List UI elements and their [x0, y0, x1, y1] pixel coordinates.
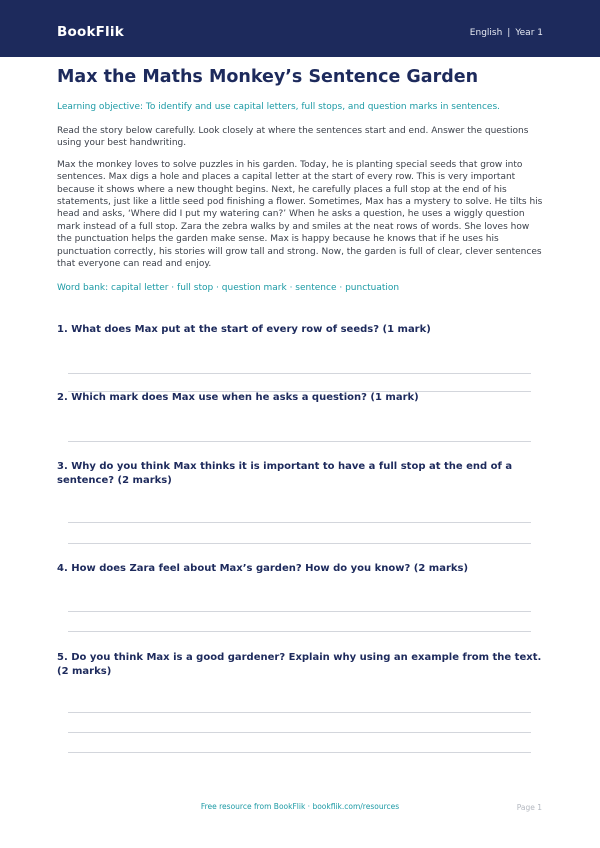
answer-line[interactable]	[68, 441, 531, 442]
brand-logo[interactable]: BookFlik	[57, 24, 124, 40]
story-text: Max the monkey loves to solve puzzles in his garden. Today, he is planting special seeds that grow into sentences. Max digs a hole and places a capital letter at the start of every row. This is very important because it shows where a new thought begins. Next, he carefully places a full stop at the end of his statements, just like a little seed pod finishing a flower. Sometimes, Max has a mystery to solve. He tilts his head and asks, ‘Where did I put my watering can?’ When he asks a question, he uses a wiggly question mark instead of a full stop. Zara the zebra walks by and smiles at the neat rows of words. She loves how the punctuation helps the garden make sense. Max is happy because he knows that if he uses his punctuation correctly, his stories will grow tall and strong. Now, the garden is full of clear, clever sentences that everyone can read and enjoy.	[57, 159, 543, 270]
question-5: 5. Do you think Max is a good gardener? Explain why using an example from the text. (2 marks)	[57, 652, 542, 677]
year-label: Year 1	[515, 28, 543, 38]
answer-line[interactable]	[68, 373, 531, 374]
worksheet-intro	[57, 66, 543, 294]
answer-line[interactable]	[68, 732, 531, 733]
learning-objective: Learning objective: To identify and use capital letters, full stops, and question marks in sentences.	[57, 102, 501, 112]
question-3: 3. Why do you think Max thinks it is important to have a full stop at the end of a sentence? (2 marks)	[57, 461, 513, 486]
answer-line[interactable]	[68, 611, 531, 612]
subject-label: English	[469, 28, 503, 38]
answer-line[interactable]	[68, 543, 531, 544]
instructions: Read the story below carefully. Look closely at where the sentences start and end. Answer the questions using your best handwriting.	[57, 126, 529, 149]
question-2: 2. Which mark does Max use when he asks a question? (1 mark)	[57, 392, 419, 403]
subject-year-label: English | Year 1	[469, 28, 543, 38]
footer-link[interactable]: Free resource from BookFlik · bookflik.com/resources	[200, 802, 400, 811]
question-1: 1. What does Max put at the start of every row of seeds? (1 mark)	[57, 324, 431, 335]
answer-line[interactable]	[68, 752, 531, 753]
answer-line[interactable]	[68, 712, 531, 713]
answer-line[interactable]	[68, 522, 531, 523]
question-4: 4. How does Zara feel about Max’s garden? How do you know? (2 marks)	[57, 563, 469, 574]
word-bank: Word bank: capital letter · full stop · question mark · sentence · punctuation	[57, 283, 400, 294]
answer-line[interactable]	[68, 631, 531, 632]
page-title: Max the Maths Monkey’s Sentence Garden	[57, 67, 479, 87]
page-number: Page 1	[516, 803, 542, 812]
header-bar	[0, 0, 600, 57]
